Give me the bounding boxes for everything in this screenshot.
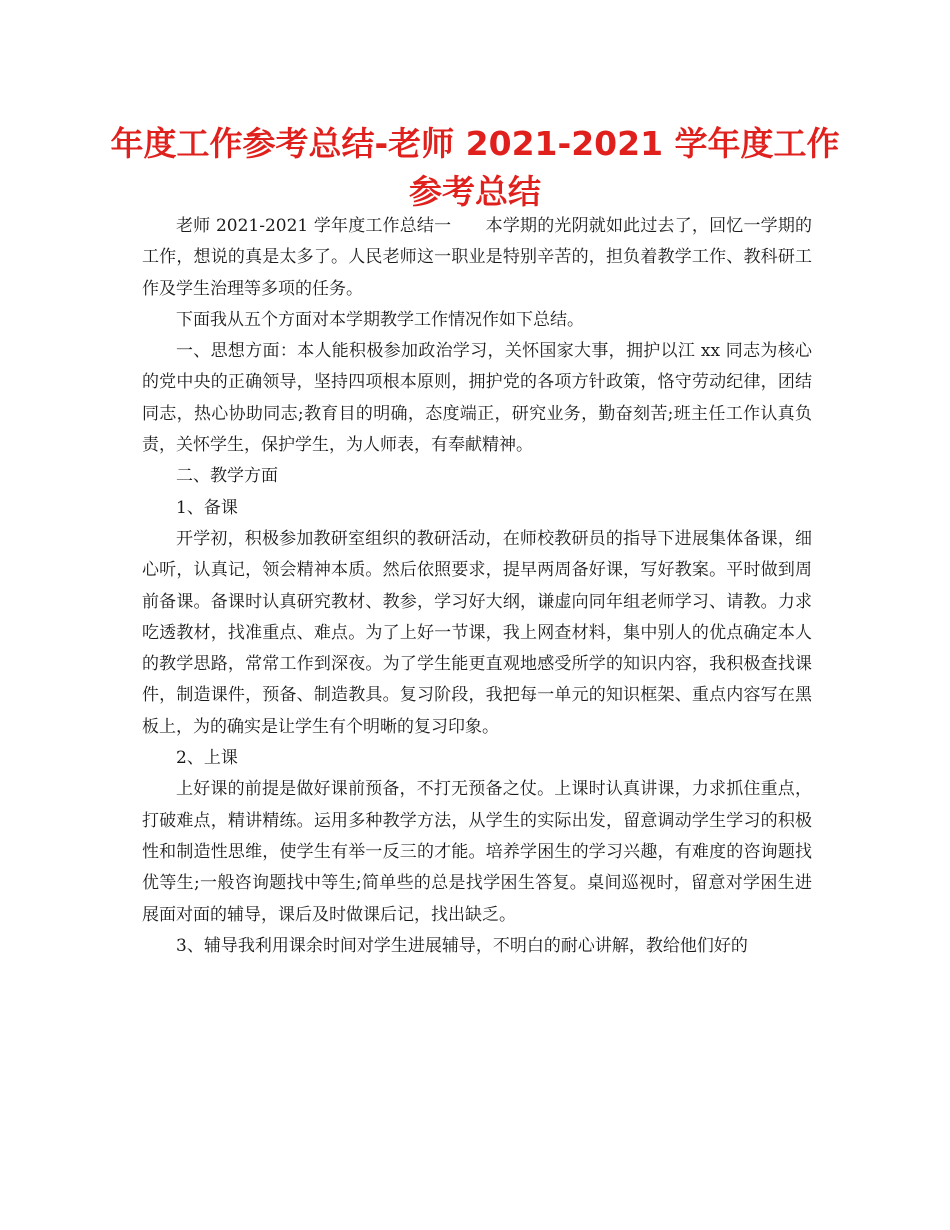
paragraph-tutoring: 3、辅导我利用课余时间对学生进展辅导，不明白的耐心讲解，教给他们好的	[176, 935, 748, 956]
document-title-line-1: 年度工作参考总结-老师 2021-2021 学年度工作	[110, 124, 840, 163]
document-title-line-2: 参考总结	[409, 172, 541, 211]
section-heading-teaching: 二、教学方面	[176, 466, 278, 487]
subheading-class: 2、上课	[176, 748, 238, 769]
paragraph-overview: 下面我从五个方面对本学期教学工作情况作如下总结。	[176, 309, 584, 330]
paragraph-lesson-prep: 开学初，积极参加教研室组织的教研活动，在师校教研员的指导下进展集体备课，细心听，认真记，领会精神本质。然后依照要求，提早两周备好课，写好教案。平时做到周前备课。备课时认真研究教材、教参，学习好大纲，谦虚向同年组老师学习、请教。力求吃透教材，找准重点、难点。为了上好一节课，我上网查材料，集中别人的优点确定本人的教学思路，常常工作到深夜。为了学生能更直观地感受所学的知识内容，我积极查找课件，制造课件，预备、制造教具。复习阶段，我把每一单元的知识框架、重点内容写在黑板上，为的确实是让学生有个明晰的复习印象。	[142, 528, 812, 737]
paragraph-class: 上好课的前提是做好课前预备，不打无预备之仗。上课时认真讲课，力求抓住重点，打破难点，精讲精练。运用多种教学方法，从学生的实际出发，留意调动学生学习的积极性和制造性思维，使学生有举一反三的才能。培养学困生的学习兴趣，有难度的咨询题找优等生;一般咨询题找中等生;简单些的总是找学困生答复。桌间巡视时，留意对学困生进展面对面的辅导，课后及时做课后记，找出缺乏。	[142, 779, 812, 925]
paragraph-intro: 老师 2021-2021 学年度工作总结一 本学期的光阴就如此过去了，回忆一学期的工作，想说的真是太多了。人民老师这一职业是特别辛苦的，担负着教学工作、教科研工作及学生治理等多项的任务。	[142, 216, 812, 299]
paragraph-ideology: 一、思想方面：本人能积极参加政治学习，关怀国家大事，拥护以江 xx 同志为核心的党中央的正确领导，坚持四项根本原则，拥护党的各项方针政策，恪守劳动纪律，团结同志，热心协助同志;教育目的明确，态度端正，研究业务，勤奋刻苦;班主任工作认真负责，关怀学生，保护学生，为人师表，有奉献精神。	[142, 341, 812, 456]
document-body	[142, 211, 812, 962]
subheading-lesson-prep: 1、备课	[176, 497, 238, 518]
